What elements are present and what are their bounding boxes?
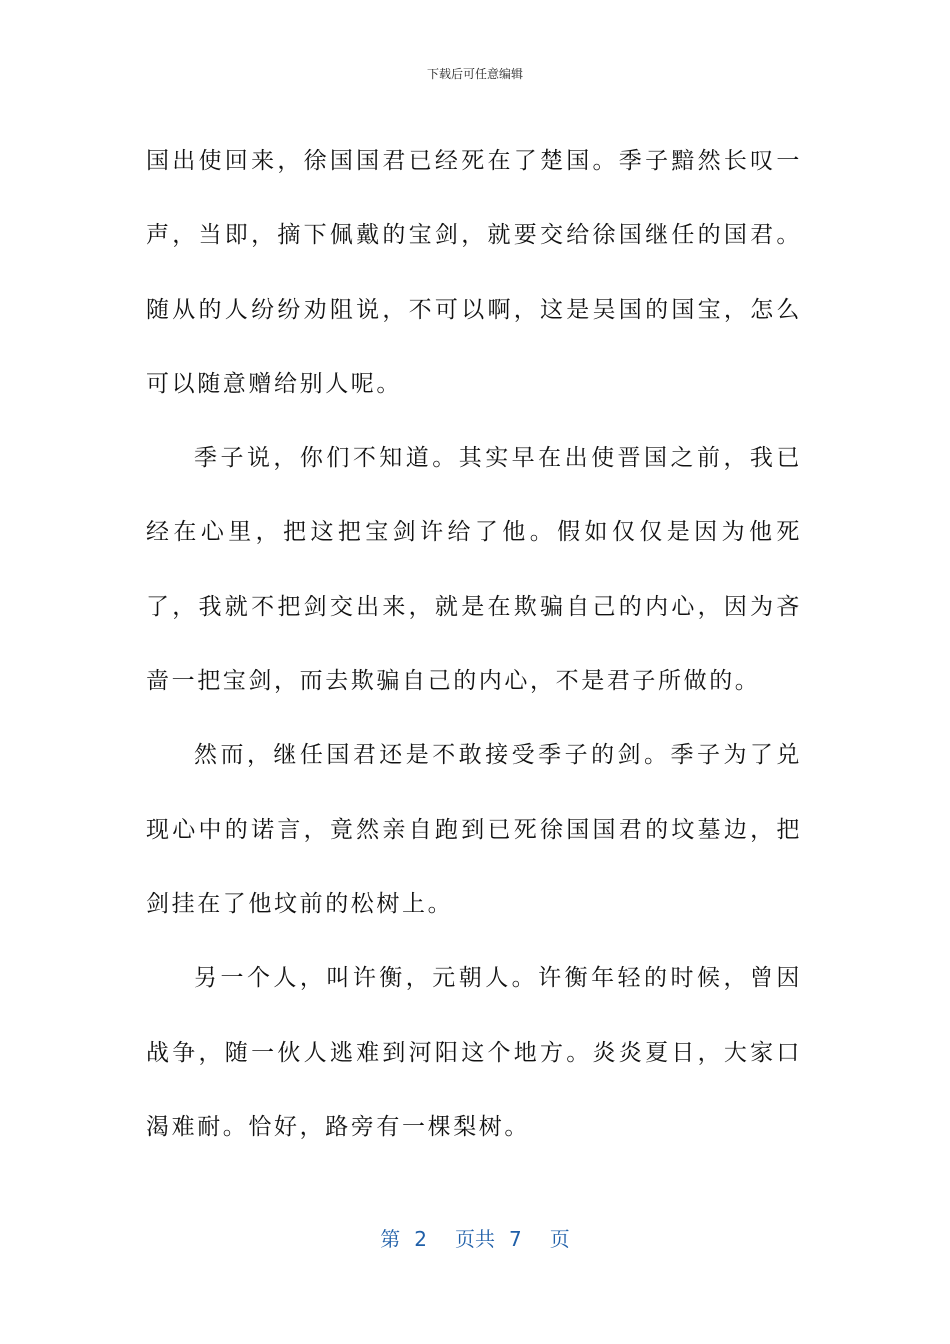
page-header-note: 下载后可任意编辑 [426, 67, 523, 81]
paragraph-2: 季子说，你们不知道。其实早在出使晋国之前，我已经在心里，把这把宝剑许给了他。假如仅仅是因为他死了，我就不把剑交出来，就是在欺骗自己的内心，因为吝啬一把宝剑，而去欺骗自己的内心，不是君子所做的。 [146, 445, 802, 695]
footer-total-pages: 7 [509, 1227, 522, 1251]
footer-current-page: 2 [414, 1227, 427, 1251]
paragraph-3: 然而，继任国君还是不敢接受季子的剑。季子为了兑现心中的诺言，竟然亲自跑到已死徐国国君的坟墓边，把剑挂在了他坟前的松树上。 [146, 742, 802, 917]
footer-middle: 页共 [455, 1227, 495, 1251]
footer-suffix: 页 [549, 1227, 570, 1251]
page-number-footer [0, 1226, 950, 1252]
footer-prefix: 第 [380, 1227, 401, 1251]
paragraph-1: 国出使回来，徐国国君已经死在了楚国。季子黯然长叹一声，当即，摘下佩戴的宝剑，就要交给徐国继任的国君。随从的人纷纷劝阻说，不可以啊，这是吴国的国宝，怎么可以随意赠给别人呢。 [146, 148, 802, 397]
document-body [146, 124, 802, 1164]
paragraph-4: 另一个人，叫许衡，元朝人。许衡年轻的时候，曾因战争，随一伙人逃难到河阳这个地方。炎炎夏日，大家口渴难耐。恰好，路旁有一棵梨树。 [146, 965, 802, 1140]
